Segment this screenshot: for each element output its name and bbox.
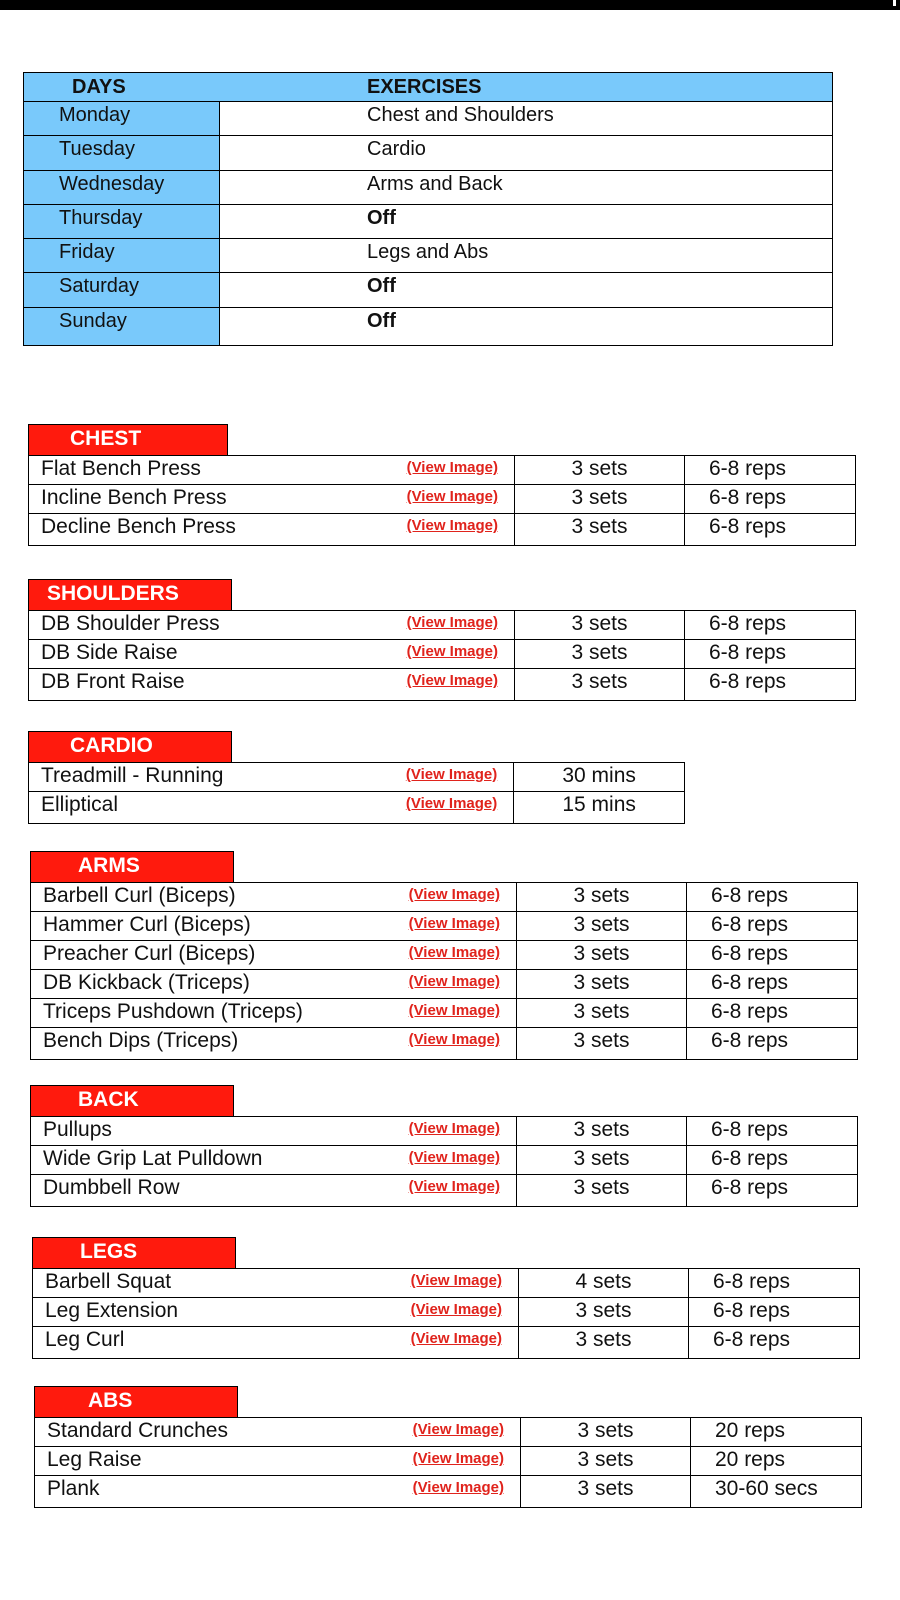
exercise-reps: 6-8 reps bbox=[709, 670, 787, 693]
exercise-name: Wide Grip Lat Pulldown bbox=[43, 1147, 263, 1170]
exercise-name: Decline Bench Press bbox=[41, 515, 236, 538]
exercise-table bbox=[28, 762, 685, 824]
exercise-name: Triceps Pushdown (Triceps) bbox=[43, 1000, 303, 1023]
exercise-name: Flat Bench Press bbox=[41, 457, 201, 480]
exercise-row bbox=[31, 999, 857, 1028]
exercise-name: Preacher Curl (Biceps) bbox=[43, 942, 256, 965]
exercise-sets: 3 sets bbox=[515, 514, 685, 545]
exercise-name: Treadmill - Running bbox=[41, 764, 224, 787]
chest-section bbox=[28, 424, 856, 546]
exercise-sets: 3 sets bbox=[521, 1476, 691, 1507]
view-image-link[interactable]: (View Image) bbox=[410, 1301, 502, 1318]
exercise-duration: 30 mins bbox=[562, 764, 636, 787]
exercise-row bbox=[35, 1447, 861, 1476]
schedule-row bbox=[24, 239, 832, 273]
schedule-row bbox=[24, 205, 832, 239]
section-title: LEGS bbox=[32, 1237, 236, 1268]
schedule-day: Saturday bbox=[24, 273, 220, 306]
schedule-header-row bbox=[24, 73, 832, 102]
exercise-name: Dumbbell Row bbox=[43, 1176, 180, 1199]
exercise-sets: 3 sets bbox=[515, 640, 685, 668]
exercise-row bbox=[29, 640, 855, 669]
schedule-row bbox=[24, 308, 832, 345]
exercise-row bbox=[29, 763, 684, 792]
days-header: DAYS bbox=[72, 76, 126, 98]
schedule-day: Wednesday bbox=[24, 171, 220, 204]
exercise-name: Bench Dips (Triceps) bbox=[43, 1029, 239, 1052]
exercise-reps: 20 reps bbox=[715, 1448, 786, 1471]
schedule-exercise: Arms and Back bbox=[367, 172, 503, 195]
exercise-table bbox=[30, 882, 858, 1060]
exercise-reps: 6-8 reps bbox=[711, 1118, 789, 1141]
exercise-sets: 3 sets bbox=[517, 912, 687, 940]
exercise-row bbox=[31, 941, 857, 970]
exercise-name: Incline Bench Press bbox=[41, 486, 227, 509]
section-title: BACK bbox=[30, 1085, 234, 1116]
view-image-link[interactable]: (View Image) bbox=[406, 459, 498, 476]
schedule-day: Monday bbox=[24, 102, 220, 135]
exercise-reps: 6-8 reps bbox=[709, 641, 787, 664]
exercise-row bbox=[33, 1269, 859, 1298]
schedule-exercise: Chest and Shoulders bbox=[367, 104, 554, 126]
schedule-day: Sunday bbox=[24, 308, 220, 345]
view-image-link[interactable]: (View Image) bbox=[408, 973, 500, 990]
view-image-link[interactable]: (View Image) bbox=[410, 1272, 502, 1289]
exercise-name: Barbell Squat bbox=[45, 1270, 172, 1293]
top-status-bar bbox=[0, 0, 900, 10]
exercise-name: DB Shoulder Press bbox=[41, 612, 220, 635]
abs-section bbox=[34, 1386, 862, 1508]
exercise-name: Leg Curl bbox=[45, 1328, 125, 1351]
exercise-name: DB Kickback (Triceps) bbox=[43, 971, 250, 994]
exercise-table bbox=[34, 1417, 862, 1508]
exercise-reps: 20 reps bbox=[715, 1419, 786, 1442]
exercise-row bbox=[29, 669, 855, 700]
exercise-sets: 3 sets bbox=[517, 999, 687, 1027]
exercise-row bbox=[31, 912, 857, 941]
exercise-reps: 6-8 reps bbox=[709, 515, 787, 538]
exercise-row bbox=[31, 1146, 857, 1175]
view-image-link[interactable]: (View Image) bbox=[408, 1149, 500, 1166]
exercises-header: EXERCISES bbox=[367, 76, 482, 98]
exercise-sets: 3 sets bbox=[515, 669, 685, 700]
exercise-table bbox=[28, 610, 856, 701]
view-image-link[interactable]: (View Image) bbox=[408, 1002, 500, 1019]
exercise-reps: 6-8 reps bbox=[711, 1000, 789, 1023]
exercise-table bbox=[32, 1268, 860, 1359]
schedule-exercise: Off bbox=[367, 275, 396, 298]
exercise-reps: 6-8 reps bbox=[711, 913, 789, 936]
view-image-link[interactable]: (View Image) bbox=[408, 1178, 500, 1195]
view-image-link[interactable]: (View Image) bbox=[406, 643, 498, 660]
schedule-day: Thursday bbox=[24, 205, 220, 238]
exercise-duration: 15 mins bbox=[562, 793, 636, 816]
section-title: ABS bbox=[34, 1386, 238, 1417]
schedule-day: Tuesday bbox=[24, 136, 220, 169]
exercise-reps: 6-8 reps bbox=[709, 457, 787, 480]
back-section bbox=[30, 1085, 858, 1207]
schedule-exercise: Cardio bbox=[367, 138, 426, 161]
exercise-row bbox=[29, 792, 684, 823]
exercise-reps: 6-8 reps bbox=[711, 1029, 789, 1052]
schedule-row bbox=[24, 102, 832, 136]
exercise-row bbox=[35, 1476, 861, 1507]
view-image-link[interactable]: (View Image) bbox=[406, 488, 498, 505]
exercise-name: Hammer Curl (Biceps) bbox=[43, 913, 251, 936]
view-image-link[interactable]: (View Image) bbox=[405, 766, 498, 783]
exercise-reps: 6-8 reps bbox=[711, 884, 789, 907]
exercise-sets: 3 sets bbox=[521, 1418, 691, 1446]
view-image-link[interactable]: (View Image) bbox=[408, 1120, 500, 1137]
exercise-row bbox=[31, 970, 857, 999]
view-image-link[interactable]: (View Image) bbox=[405, 795, 498, 812]
exercise-reps: 6-8 reps bbox=[709, 486, 787, 509]
exercise-name: DB Side Raise bbox=[41, 641, 178, 664]
exercise-sets: 3 sets bbox=[521, 1447, 691, 1475]
exercise-sets: 3 sets bbox=[515, 456, 685, 484]
view-image-link[interactable]: (View Image) bbox=[412, 1479, 504, 1496]
section-title: SHOULDERS bbox=[28, 579, 232, 610]
schedule-row bbox=[24, 273, 832, 307]
exercise-sets: 3 sets bbox=[517, 883, 687, 911]
exercise-sets: 3 sets bbox=[517, 1117, 687, 1145]
exercise-row bbox=[31, 1028, 857, 1059]
view-image-link[interactable]: (View Image) bbox=[406, 672, 498, 689]
view-image-link[interactable]: (View Image) bbox=[408, 886, 500, 903]
schedule-day: Friday bbox=[24, 239, 220, 272]
exercise-sets: 3 sets bbox=[515, 611, 685, 639]
section-title: CHEST bbox=[28, 424, 228, 455]
schedule-row bbox=[24, 136, 832, 170]
status-indicator bbox=[893, 0, 896, 6]
section-title: CARDIO bbox=[28, 731, 232, 762]
exercise-row bbox=[29, 456, 855, 485]
exercise-row bbox=[29, 514, 855, 545]
view-image-link[interactable]: (View Image) bbox=[408, 915, 500, 932]
view-image-link[interactable]: (View Image) bbox=[406, 614, 498, 631]
schedule-exercise: Off bbox=[367, 206, 396, 229]
exercise-sets: 3 sets bbox=[517, 941, 687, 969]
exercise-name: Plank bbox=[47, 1477, 100, 1500]
section-title: ARMS bbox=[30, 851, 234, 882]
exercise-row bbox=[35, 1418, 861, 1447]
exercise-reps: 6-8 reps bbox=[711, 1176, 789, 1199]
weekly-schedule-table bbox=[23, 72, 833, 346]
exercise-reps: 6-8 reps bbox=[711, 1147, 789, 1170]
exercise-row bbox=[29, 485, 855, 514]
exercise-row bbox=[31, 883, 857, 912]
exercise-reps: 6-8 reps bbox=[713, 1270, 791, 1293]
exercise-sets: 4 sets bbox=[519, 1269, 689, 1297]
schedule-exercise: Off bbox=[367, 309, 396, 332]
view-image-link[interactable]: (View Image) bbox=[412, 1450, 504, 1467]
exercise-name: DB Front Raise bbox=[41, 670, 185, 693]
exercise-name: Elliptical bbox=[41, 793, 119, 816]
exercise-name: Barbell Curl (Biceps) bbox=[43, 884, 236, 907]
exercise-sets: 3 sets bbox=[517, 1028, 687, 1059]
exercise-row bbox=[33, 1327, 859, 1358]
exercise-name: Leg Raise bbox=[47, 1448, 142, 1471]
view-image-link[interactable]: (View Image) bbox=[408, 944, 500, 961]
exercise-reps: 6-8 reps bbox=[713, 1328, 791, 1351]
view-image-link[interactable]: (View Image) bbox=[406, 517, 498, 534]
cardio-section bbox=[28, 731, 856, 824]
exercise-row bbox=[29, 611, 855, 640]
exercise-sets: 3 sets bbox=[517, 970, 687, 998]
schedule-exercise: Legs and Abs bbox=[367, 241, 489, 264]
view-image-link[interactable]: (View Image) bbox=[412, 1421, 504, 1438]
schedule-row bbox=[24, 171, 832, 205]
exercise-reps: 6-8 reps bbox=[711, 971, 789, 994]
exercise-name: Standard Crunches bbox=[47, 1419, 228, 1442]
exercise-sets: 3 sets bbox=[515, 485, 685, 513]
exercise-name: Leg Extension bbox=[45, 1299, 179, 1322]
exercise-sets: 3 sets bbox=[519, 1327, 689, 1358]
exercise-reps: 30-60 secs bbox=[715, 1477, 818, 1500]
exercise-row bbox=[31, 1175, 857, 1206]
exercise-sets: 3 sets bbox=[517, 1175, 687, 1206]
exercise-table bbox=[28, 455, 856, 546]
legs-section bbox=[32, 1237, 860, 1359]
arms-section bbox=[30, 851, 858, 1060]
exercise-row bbox=[33, 1298, 859, 1327]
view-image-link[interactable]: (View Image) bbox=[408, 1031, 500, 1048]
exercise-reps: 6-8 reps bbox=[711, 942, 789, 965]
exercise-table bbox=[30, 1116, 858, 1207]
exercise-name: Pullups bbox=[43, 1118, 112, 1141]
exercise-sets: 3 sets bbox=[517, 1146, 687, 1174]
exercise-reps: 6-8 reps bbox=[709, 612, 787, 635]
shoulders-section bbox=[28, 579, 856, 701]
exercise-sets: 3 sets bbox=[519, 1298, 689, 1326]
exercise-row bbox=[31, 1117, 857, 1146]
exercise-reps: 6-8 reps bbox=[713, 1299, 791, 1322]
view-image-link[interactable]: (View Image) bbox=[410, 1330, 502, 1347]
